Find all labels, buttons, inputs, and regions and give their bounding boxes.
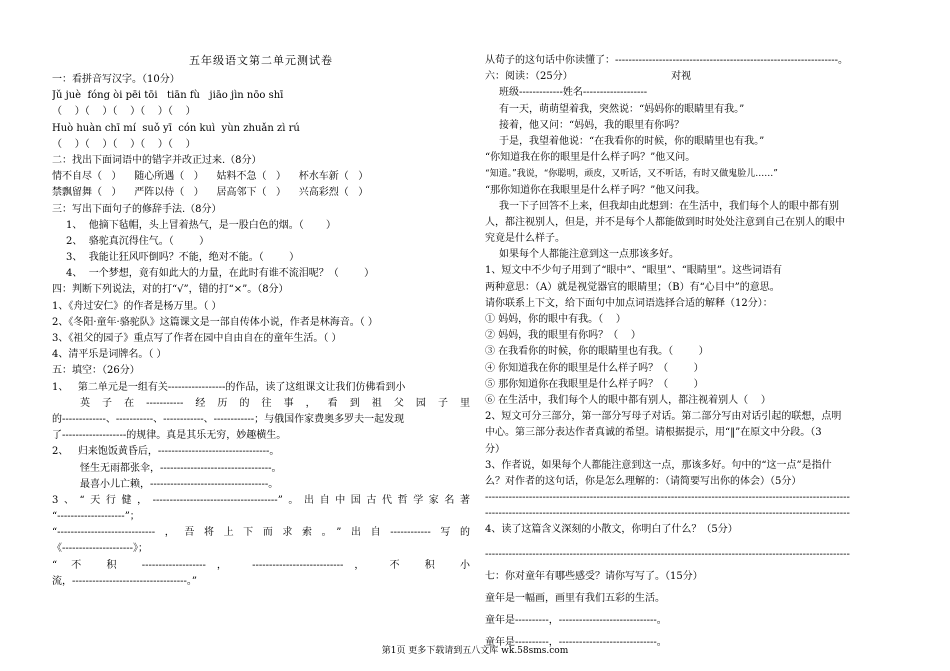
fill-question-3-line-6: 流，----------------------------------。” [52,575,197,587]
pinyin-row-1: Jǔ juè fóng òi pēi tōi tiān fù jiāo jìn nōo shī [52,90,284,102]
fill-question-2-line-2: 怪生无雨都张伞，---------------------------------。 [80,462,282,474]
judge-question-1: 1、《舟过安仁》的作者是杨万里。（ ） [52,300,222,312]
fill-question-3-line-2: “--------------------”； [52,511,140,523]
fill-question-3-line-1: 3、“天行健，-------------------------------------”。出自中国古代哲学家名著 [52,494,470,506]
fill-question-3-line-4: 《---------------------》； [52,543,148,555]
class-name-line: 班级-------------姓名------------------- [499,87,648,99]
rhetoric-question-3: 3、 我能让狂风吓倒吗？不能，绝对不能。（ ） [66,252,300,264]
passage-paragraph-5: “知道。”我说，“你聪明，顽皮，又听话，又不听话，有时又做鬼脸儿……” [485,169,778,180]
answer-dash-line-2: ------------------------------------------------------------------------------------------------------------ [485,508,850,520]
choice-item-1: ① 妈妈，你的眼中有我。（ ） [485,314,626,325]
page-footer: 第1页 更多下载请到五八文库 wk.58sms.com [381,646,569,656]
rhetoric-question-2: 2、 骆驼真沉得住气。（ ） [66,235,210,247]
reading-question-2-line-2: 中心。第三部分表达作者真诚的希望。请根据提示，用“‖”在原文中分段。（3 [485,427,822,439]
fill-question-3-line-3: “-----------------------------，吾将上下而求索。”出自------------写的 [52,527,470,539]
composition-line-2: 童年是----------，-----------------------------。 [485,615,667,627]
fill-question-1-line-3: 的-------------、-----------、------------、------------；与俄国作家费奥多罗夫一起发现 [52,413,405,425]
fill-question-3-line-5: “ 不 积 -------------------， ---------------------------， 不 积 小 [52,559,470,571]
right-column [485,53,893,652]
answer-brackets-1: （ ）（ ）（ ）（ ）（ ） [52,106,196,118]
xunzi-question: 从荀子的这句话中你读懂了：------------------------------------------------------------------。 [485,55,849,66]
reading-question-1-line-2: 两种意思：（A）就是视觉器官的眼睛里；（B）有“心目中”的意思。 [485,281,780,293]
reading-title: 对视 [671,71,692,83]
passage-paragraph-6: “那你知道你在我眼里是什么样子吗？”他又问我。 [485,184,706,196]
passage-paragraph-4: “你知道我在你的眼里是什么样子吗？”他又问。 [485,152,696,164]
section-6-heading [485,69,893,85]
rhetoric-question-1: 1、 他摘下毡帽，头上冒着热气，是一股白色的烟。（ ） [66,219,336,231]
section-4-heading: 四：判断下列说法，对的打“√”，错的打“×”。（8分） [52,284,289,296]
composition-line-1: 童年是一幅画，画里有我们五彩的生活。 [485,593,665,604]
typo-row-2: 禁飘留舞（ ） 严阵以侍（ ） 居高邻下（ ） 兴高彩烈（ ） [52,187,369,199]
answer-brackets-2: （ ）（ ）（ ）（ ）（ ） [52,138,196,150]
passage-paragraph-8: 如果每个人都能注意到这一点那该多好。 [499,249,679,261]
choice-item-3: ③ 在我看你的时候，你的眼睛里也有我。（ ） [485,346,709,358]
passage-paragraph-7-line-1: 我一下子回答不上来，但我却由此想到：在生活中，我们每个人的眼中都有别 [499,200,839,212]
composition-line-3: 童年是----------，-----------------------------。 [485,637,667,649]
pinyin-row-2: Huò huàn chī mí suǒ yī cón kuì yùn zhuǎn zì rú [52,122,300,134]
reading-question-4: 4、读了这篇含义深刻的小散文，你明白了什么？（5分） [485,524,738,536]
reading-question-3-line-2: 么？对作者的这句话，你是怎么理解的：（请简要写出你的体会）（5分） [485,475,802,487]
section-2-heading: 二：找出下面词语中的错字并改正过来.（8分） [52,154,262,166]
section-6-label: 六：阅读：（25分） [485,71,573,83]
left-column [52,50,470,590]
passage-paragraph-7-line-3: 究竟是什么样子。 [485,233,565,245]
judge-question-4: 4、清平乐是词牌名。（ ） [52,349,167,361]
exam-title: 五年级语文第二单元测试卷 [189,54,333,67]
judge-question-2: 2、《冬阳·童年·骆驼队》这篇课文是一部自传体小说，作者是林海音。（ ） [52,316,378,328]
reading-question-1-line-1: 1、短文中不少句子用到了“眼中”、“眼里”、“眼睛里”。这些词语有 [485,265,783,277]
passage-paragraph-3: 于是，我望着他说：“在我看你的时候，你的眼睛里也有我。” [499,135,765,147]
choice-item-4: ④ 你知道我在你的眼里是什么样子吗？（ ） [485,362,704,374]
reading-question-2-line-3: 分） [485,443,505,455]
judge-question-3: 3、《祖父的园子》重点写了作者在园中自由自在的童年生活。（ ） [52,333,342,344]
fill-question-1-line-1: 1、 第二单元是一组有关-----------------的作品，读了这组课文让我们仿佛看到小 [52,381,406,393]
choice-item-6: ⑥ 在生活中，我们每个人的眼中都有别人，都注视着别人（ ） [485,394,771,406]
choice-item-2: ② 妈妈，我的眼里有你吗？（ ） [485,330,641,342]
fill-question-1-line-2: 英子在-----------经历的往事，看到祖父园子里 [80,397,470,409]
fill-question-2-line-3: 最喜小儿亡赖，-----------------------------------。 [80,478,279,490]
section-7-heading: 七：你对童年有哪些感受？请你写写了。（15分） [485,570,703,582]
passage-paragraph-1: 有一天，萌萌望着我，突然说：“妈妈你的眼睛里有我。” [499,103,745,115]
section-5-heading: 五：填空：（26分） [52,365,140,377]
rhetoric-question-4: 4、 一个梦想，竟有如此大的力量，在此时有谁不流泪呢？（ ） [66,268,375,280]
passage-paragraph-7-line-2: 人，都注视别人，但是，并不是每个人都能做到时时处处注意到自己在别人的眼中 [485,216,845,228]
fill-question-1-line-4: 了-------------------的规律。真是其乐无穷，妙趣横生。 [52,430,287,442]
passage-paragraph-2: 接着，他又问：“妈妈，我的眼里有你吗？ [499,119,685,131]
reading-question-3-line-1: 3、作者说，如果每个人都能注意到这一点，那该多好。句中的“这一点”是指什 [485,459,832,471]
section-1-heading: 一：看拼音写汉字。（10分） [52,74,180,85]
reading-question-2-line-1: 2、短文可分三部分，第一部分写母子对话。第二部分写由对话引起的联想，点明 [485,411,842,423]
answer-dash-line-1: ------------------------------------------------------------------------------------------------------------ [485,492,850,504]
answer-dash-line-3: ------------------------------------------------------------------------------------------------------------ [485,548,850,560]
reading-question-1-line-3: 请你联系上下文，给下面句中加点词语选择合适的解释（12分）： [485,297,773,309]
choice-item-5: ⑤ 那你知道你在我眼里是什么样子吗？（ ） [485,378,704,390]
fill-question-2-line-1: 2、 归来饱饭黄昏后，---------------------------------。 [52,446,280,458]
typo-row-1: 情不自尽（ ） 随心所遇（ ） 姑料不急（ ） 杯水车新（ ） [52,171,369,183]
section-3-heading: 三：写出下面句子的修辞手法.（8分） [52,203,222,215]
